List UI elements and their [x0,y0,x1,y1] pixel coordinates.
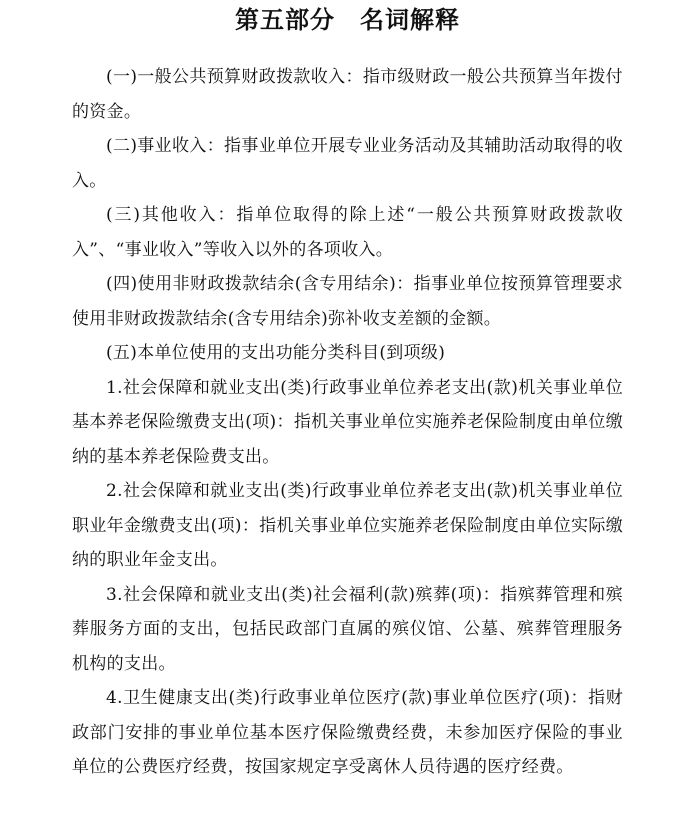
paragraph-expenditure-categories: (五)本单位使用的支出功能分类科目(到项级) [106,343,446,363]
paragraph-other-income: (三)其他收入：指单位取得的除上述“一般公共预算财政拨款收入”、“事业收入”等收入以外的各项收入。 [72,205,623,260]
paragraph-item-4: 4.卫生健康支出(类)行政事业单位医疗(款)事业单位医疗(项)：指财政部门安排的事业单位基本医疗保险缴费经费，未参加医疗保险的事业单位的公费医疗经费，按国家规定享受离休人员待遇的医疗经费。 [72,688,623,777]
paragraph-item-3: 3.社会保障和就业支出(类)社会福利(款)殡葬(项)：指殡葬管理和殡葬服务方面的支出，包括民政部门直属的殡仪馆、公墓、殡葬管理服务机构的支出。 [72,584,623,674]
page-title: 第五部分 名词解释 [235,6,460,34]
paragraph-item-1: 1.社会保障和就业支出(类)行政事业单位养老支出(款)机关事业单位基本养老保险缴费支出(项)：指机关事业单位实施养老保险制度由单位缴纳的基本养老保险费支出。 [72,377,623,467]
document-body [72,60,623,785]
paragraph-general-budget-income: (一)一般公共预算财政拨款收入：指市级财政一般公共预算当年拨付的资金。 [72,67,623,122]
paragraph-item-2: 2.社会保障和就业支出(类)行政事业单位养老支出(款)机关事业单位职业年金缴费支出(项)：指机关事业单位实施养老保险制度由单位实际缴纳的职业年金支出。 [72,481,623,570]
paragraph-business-income: (二)事业收入：指事业单位开展专业业务活动及其辅助活动取得的收入。 [72,136,623,191]
paragraph-non-fiscal-surplus: (四)使用非财政拨款结余(含专用结余)：指事业单位按预算管理要求使用非财政拨款结余(含专用结余)弥补收支差额的金额。 [72,274,623,329]
